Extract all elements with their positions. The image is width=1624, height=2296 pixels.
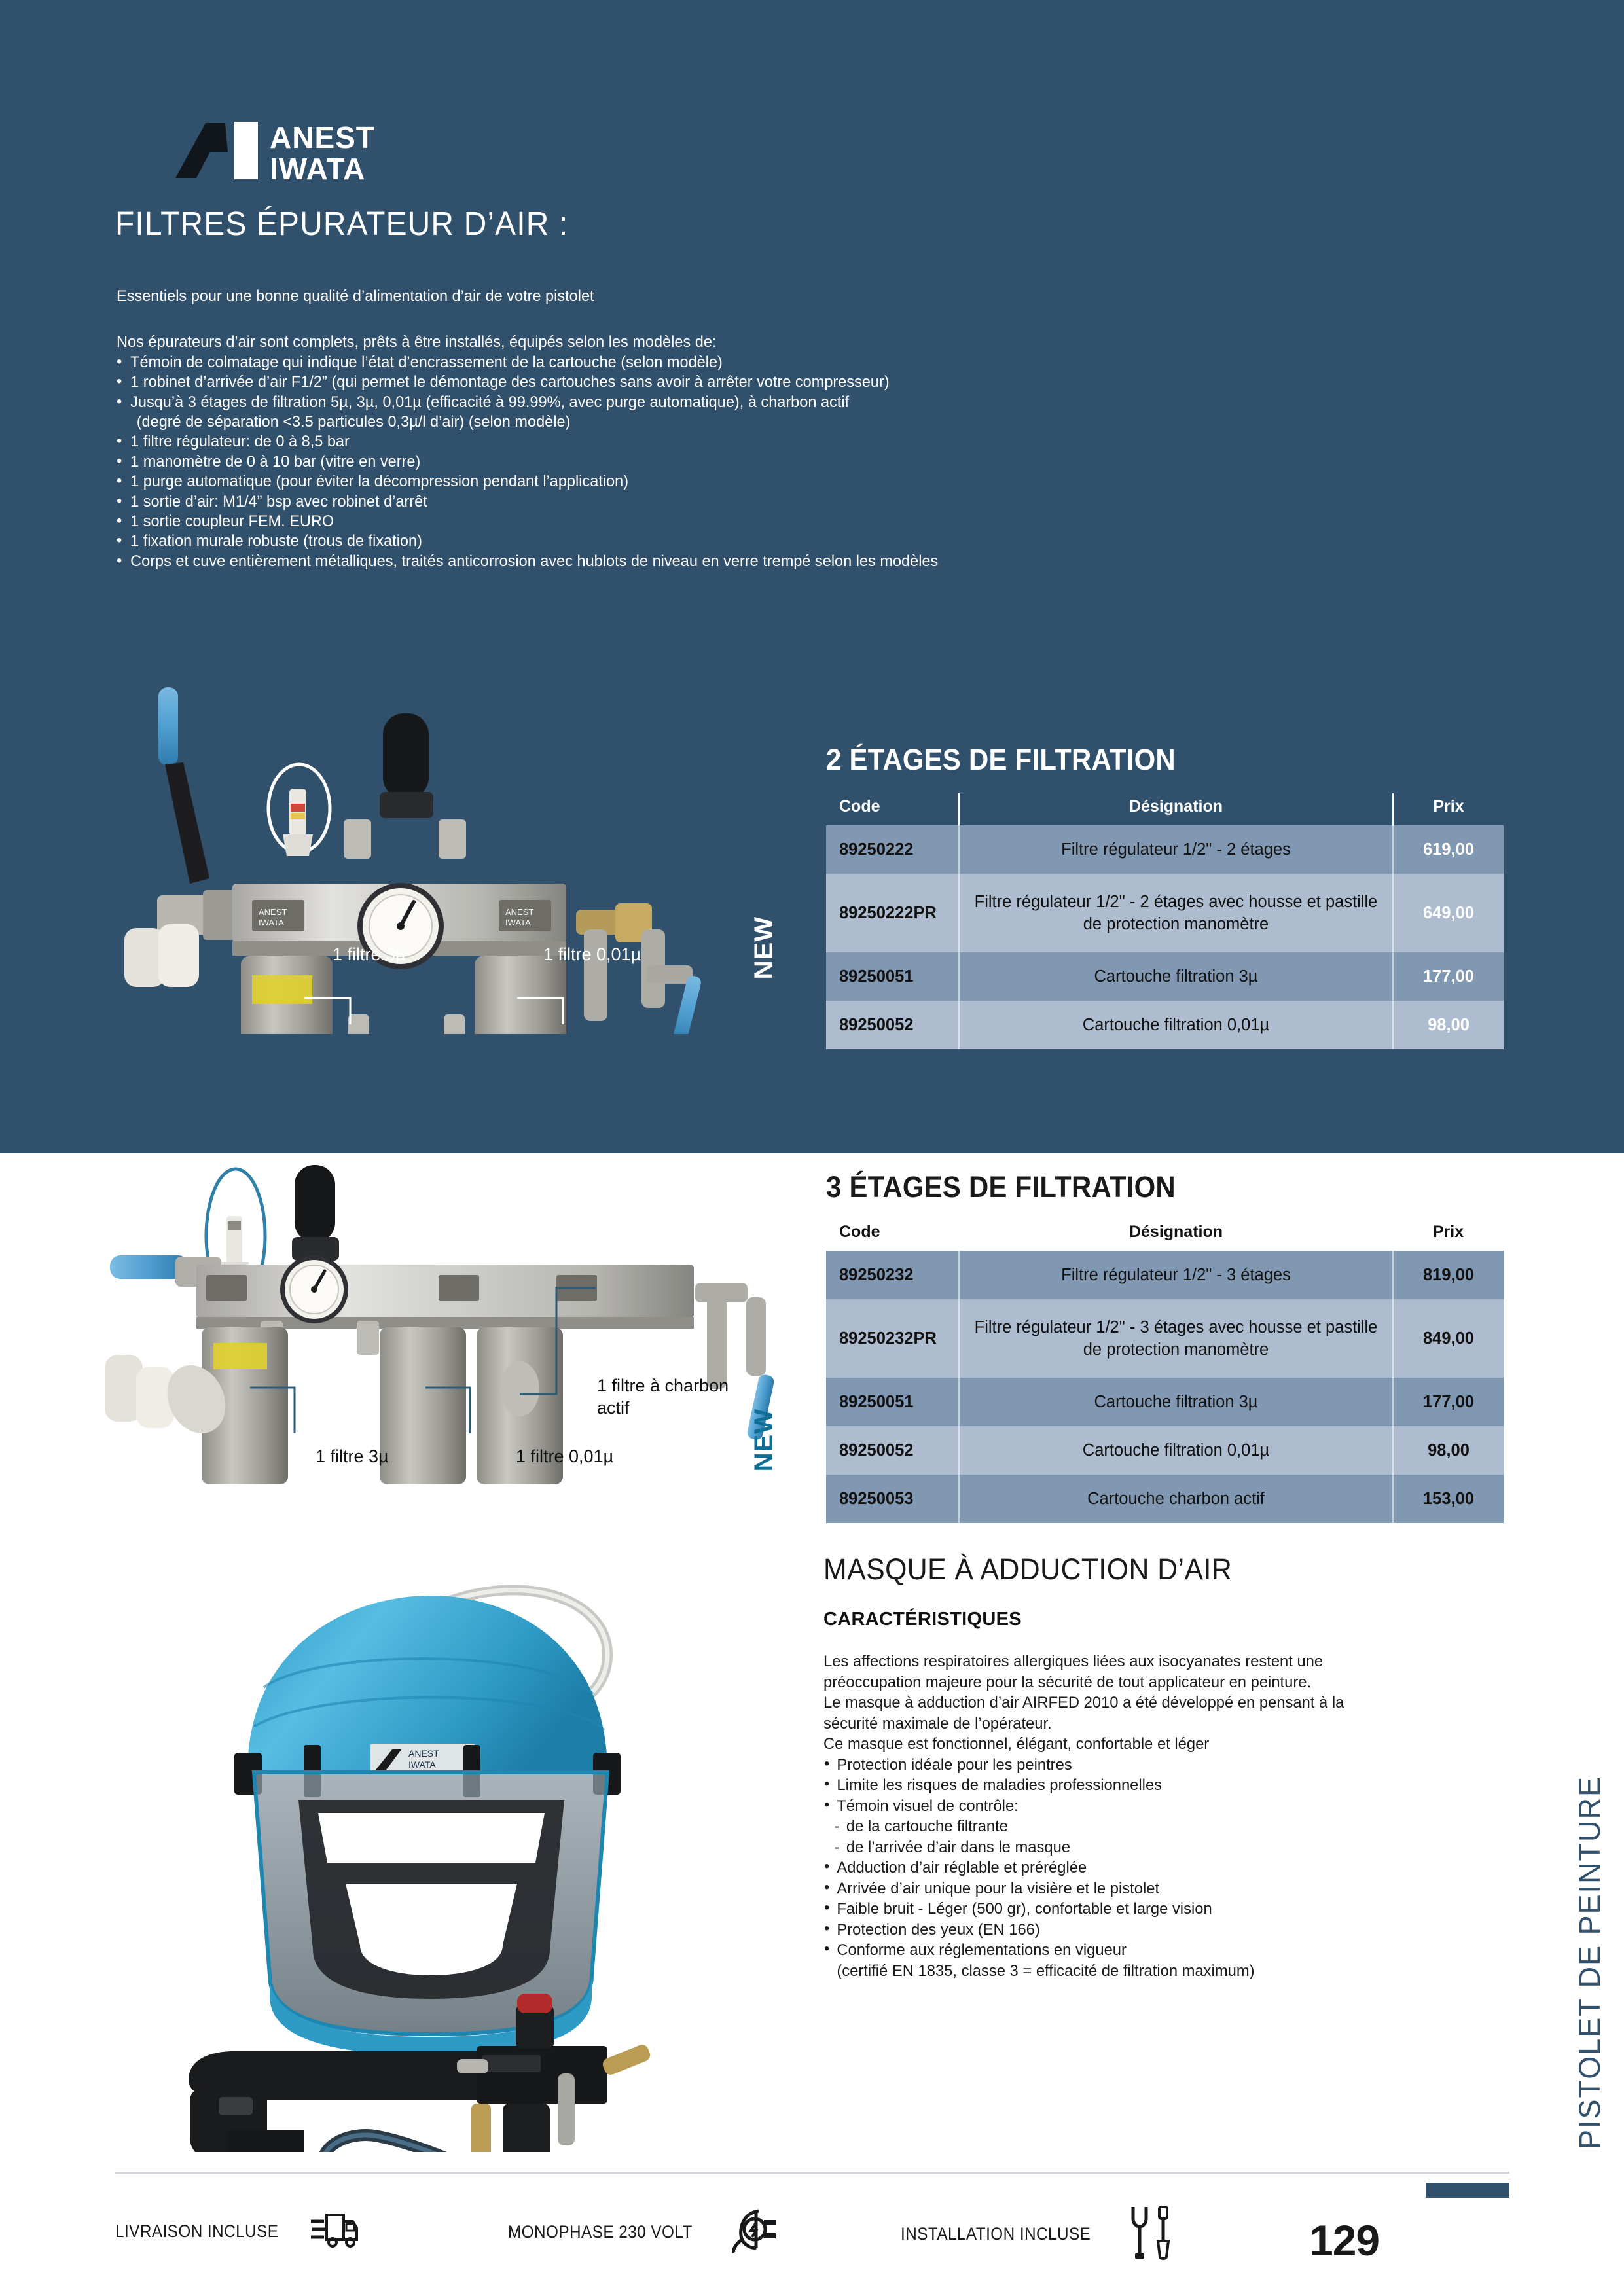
bullet-text: 1 filtre régulateur: de 0 à 8,5 bar [130, 433, 350, 451]
table-row[interactable] [826, 1378, 1504, 1426]
list-item-continuation [823, 1961, 1369, 1982]
list-item-sub [823, 1837, 1369, 1858]
callout-filtre-001u: 1 filtre 0,01µ [543, 944, 641, 964]
cell-code: 89250051 [826, 952, 959, 1001]
mask-section-title: MASQUE À ADDUCTION D’AIR [823, 1552, 1233, 1586]
bullet-text: Limite les risques de maladies professionnelles [837, 1776, 1163, 1794]
svg-text:ANEST: ANEST [270, 120, 375, 154]
cell-prix: 98,00 [1393, 1001, 1504, 1049]
cell-designation: Filtre régulateur 1/2" - 2 étages avec housse et pastille de protection manomètre [959, 874, 1393, 952]
mask-bullet-list [823, 1755, 1369, 1982]
callout-filtre-3u: 1 filtre 3µ [333, 944, 406, 964]
cell-prix: 153,00 [1393, 1475, 1504, 1523]
column-header-prix: Prix [1432, 1223, 1464, 1241]
cell-prix: 177,00 [1393, 952, 1504, 1001]
cell-designation: Cartouche filtration 3µ [959, 952, 1393, 1001]
column-header-designation: Désignation [1128, 1223, 1223, 1241]
new-badge-2stage: NEW [749, 916, 778, 980]
bullet-text: (certifié EN 1835, classe 3 = efficacité de filtration maximum) [837, 1962, 1255, 1980]
section-title-2-stages: 2 ÉTAGES DE FILTRATION [826, 743, 1176, 776]
bullet-text: Témoin de colmatage qui indique l’état d’encrassement de la cartouche (selon modèle) [130, 353, 723, 371]
cell-prix: 819,00 [1393, 1251, 1504, 1299]
cell-code: 89250232 [826, 1251, 959, 1299]
vertical-category-label: PISTOLET DE PEINTURE [1573, 1776, 1606, 2149]
cell-designation: Cartouche filtration 0,01µ [959, 1001, 1393, 1049]
section-title-3-stages: 3 ÉTAGES DE FILTRATION [826, 1170, 1176, 1204]
footer-bar [115, 2199, 1509, 2278]
bullet-text: Jusqu’à 3 étages de filtration 5µ, 3µ, 0,01µ (efficacité à 99.99%, avec purge automatique), à charbon actif [130, 393, 850, 411]
column-header-code: Code [839, 1223, 880, 1241]
list-item [117, 492, 1185, 512]
anest-iwata-logo [171, 118, 427, 190]
footer-divider [115, 2172, 1509, 2174]
table-row[interactable] [826, 1299, 1504, 1378]
bullet-text: 1 sortie coupleur FEM. EURO [130, 512, 334, 531]
list-item [117, 372, 1185, 392]
bullet-continuation: (degré de séparation <3.5 particules 0,3µ/l d’air) (selon modèle) [136, 413, 571, 431]
svg-text:ANEST: ANEST [505, 907, 534, 917]
bullet-text: 1 robinet d’arrivée d’air F1/2” (qui permet le démontage des cartouches sans avoir à arrêter votre compresseur) [130, 373, 890, 391]
bullet-text: Adduction d’air réglable et préréglée [837, 1859, 1087, 1876]
callout-filtre-001u-3stage: 1 filtre 0,01µ [516, 1446, 614, 1466]
cell-designation: Filtre régulateur 1/2" - 3 étages [959, 1251, 1393, 1299]
list-item [117, 531, 1185, 551]
mask-paragraph: Le masque à adduction d’air AIRFED 2010 a été développé en pensant à la sécurité maximale de l’opérateur. [823, 1694, 1344, 1732]
cell-designation: Cartouche filtration 3µ [959, 1378, 1393, 1426]
bullet-text: Conforme aux réglementations en vigueur [837, 1941, 1127, 1959]
price-table-2-stages [826, 793, 1504, 1049]
list-item [117, 472, 1185, 492]
cell-code: 89250052 [826, 1426, 959, 1475]
footer-label-installation: INSTALLATION INCLUSE [901, 2224, 1091, 2244]
svg-text:ANEST: ANEST [259, 907, 287, 917]
list-item [117, 353, 1185, 372]
list-item [117, 552, 1185, 571]
bullet-text: Protection des yeux (EN 166) [837, 1920, 1040, 1939]
bullet-text: 1 manomètre de 0 à 10 bar (vitre en verre) [130, 452, 421, 471]
tools-icon [1127, 2204, 1172, 2264]
cell-designation: Cartouche charbon actif [959, 1475, 1393, 1523]
cell-prix: 177,00 [1393, 1378, 1504, 1426]
svg-text:ANEST: ANEST [408, 1748, 439, 1759]
list-item [823, 1796, 1369, 1817]
footer-item-livraison [115, 2211, 359, 2252]
bullet-text: Corps et cuve entièrement métalliques, traités anticorrosion avec hublots de niveau en verre trempé selon les modèles [130, 552, 939, 570]
cell-code: 89250052 [826, 1001, 959, 1049]
cell-prix: 98,00 [1393, 1426, 1504, 1475]
list-item [823, 1775, 1369, 1796]
table-row[interactable] [826, 874, 1504, 952]
table-row[interactable] [826, 825, 1504, 874]
cell-code: 89250222PR [826, 874, 959, 952]
intro-lead: Essentiels pour une bonne qualité d’alimentation d’air de votre pistolet [117, 287, 594, 305]
mask-paragraph: Ce masque est fonctionnel, élégant, confortable et léger [823, 1735, 1210, 1753]
bullet-text: Faible bruit - Léger (500 gr), confortable et large vision [837, 1900, 1212, 1918]
table-row[interactable] [826, 1475, 1504, 1523]
bullet-text: 1 sortie d’air: M1/4” bsp avec robinet d’arrêt [130, 492, 427, 511]
intro-subtitle: Nos épurateurs d’air sont complets, prêts à être installés, équipés selon les modèles de: [117, 333, 717, 351]
list-item-sub [823, 1816, 1369, 1837]
list-item [117, 452, 1185, 472]
bullet-text: Protection idéale pour les peintres [837, 1755, 1072, 1774]
footer-label-monophase: MONOPHASE 230 VOLT [508, 2222, 693, 2242]
table-header-row [826, 1219, 1504, 1251]
column-header-designation: Désignation [959, 793, 1393, 825]
list-item [117, 512, 1185, 531]
list-item [117, 432, 1185, 452]
bullet-text: Arrivée d’air unique pour la visière et le pistolet [837, 1879, 1160, 1897]
footer-label-livraison: LIVRAISON INCLUSE [115, 2221, 279, 2241]
list-item [823, 1899, 1369, 1920]
intro-bullet-list [117, 353, 1185, 571]
callout-filtre-3u-3stage: 1 filtre 3µ [316, 1446, 389, 1466]
airfed-mask-photo [149, 1556, 745, 2152]
list-item [117, 393, 1185, 433]
bullet-text: Témoin visuel de contrôle: [837, 1797, 1019, 1815]
column-header-prix: Prix [1433, 797, 1464, 816]
new-badge-3stage: NEW [749, 1408, 778, 1472]
bullet-text: 1 purge automatique (pour éviter la décompression pendant l’application) [130, 473, 629, 491]
truck-icon [311, 2211, 359, 2252]
cell-prix: 649,00 [1393, 874, 1504, 952]
column-header-code: Code [826, 793, 959, 825]
cell-code: 89250053 [826, 1475, 959, 1523]
corner-accent-bar [1426, 2183, 1509, 2198]
footer-item-installation [901, 2204, 1172, 2264]
cell-designation: Filtre régulateur 1/2" - 3 étages avec housse et pastille de protection manomètre [959, 1299, 1393, 1378]
cell-prix: 619,00 [1393, 825, 1504, 874]
page-number: 129 [1309, 2216, 1380, 2265]
cell-code: 89250051 [826, 1378, 959, 1426]
cell-code: 89250222 [826, 825, 959, 874]
cell-code: 89250232PR [826, 1299, 959, 1378]
mask-paragraph: Les affections respiratoires allergiques liées aux isocyanates restent une préoccupation majeure pour la sécurité de tout applicateur en peinture. [823, 1653, 1324, 1691]
mask-characteristics-heading: CARACTÉRISTIQUES [823, 1609, 1022, 1630]
list-item [823, 1878, 1369, 1899]
svg-text:IWATA: IWATA [270, 152, 366, 186]
table-row[interactable] [826, 952, 1504, 1001]
svg-text:IWATA: IWATA [505, 918, 531, 927]
two-stage-filter-photo [118, 668, 812, 1034]
list-item [823, 1940, 1369, 1961]
table-header-row [826, 793, 1504, 825]
table-row[interactable] [826, 1251, 1504, 1299]
list-item [823, 1857, 1369, 1878]
callout-filtre-charbon-actif: 1 filtre à charbon actif [597, 1376, 729, 1418]
cell-prix: 849,00 [1393, 1299, 1504, 1378]
list-item [823, 1920, 1369, 1941]
page-title: FILTRES ÉPURATEUR D’AIR : [115, 205, 569, 242]
bullet-text: 1 fixation murale robuste (trous de fixation) [130, 532, 422, 550]
svg-text:IWATA: IWATA [408, 1759, 436, 1770]
svg-text:IWATA: IWATA [259, 918, 284, 927]
cell-designation: Filtre régulateur 1/2" - 2 étages [959, 825, 1393, 874]
bullet-text: de l’arrivée d’air dans le masque [846, 1838, 1071, 1856]
price-table-3-stages [826, 1219, 1504, 1523]
table-row[interactable] [826, 1426, 1504, 1475]
mask-description-block [823, 1651, 1369, 1981]
bullet-text: de la cartouche filtrante [846, 1818, 1008, 1835]
cell-designation: Cartouche filtration 0,01µ [959, 1426, 1393, 1475]
table-row[interactable] [826, 1001, 1504, 1049]
plug-icon [727, 2207, 778, 2257]
intro-text-block [117, 287, 1185, 571]
three-stage-filter-photo [98, 1158, 812, 1492]
footer-item-monophase [508, 2207, 778, 2257]
list-item [823, 1755, 1369, 1776]
